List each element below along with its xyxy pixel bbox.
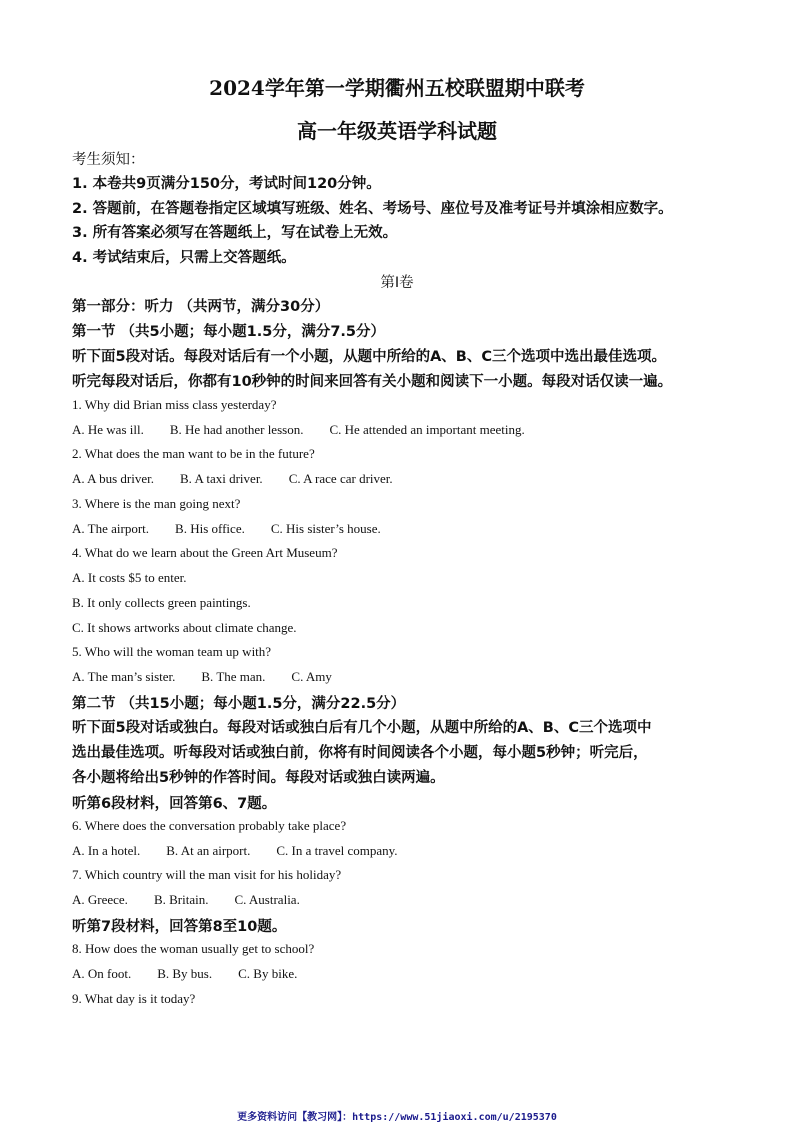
question-1-options: [72, 422, 551, 438]
section1-instruction-2: 听完每段对话后，你都有10秒钟的时间来回答有关小题和阅读下一小题。每段对话仅读一遍。: [72, 374, 673, 390]
section2-instruction-2: 选出最佳选项。听每段对话或独白前，你将有时间阅读各个小题，每小题5秒钟；听完后，: [72, 745, 648, 761]
option-a: A. The man’s sister.: [72, 669, 176, 684]
option-a: A. Greece.: [72, 892, 128, 907]
question-8-options: [72, 966, 323, 982]
question-7-options: [72, 892, 326, 908]
question-2-options: [72, 471, 419, 487]
option-c: C. Australia.: [234, 892, 300, 907]
option-c: C. Amy: [291, 669, 332, 684]
question-1-stem: 1. Why did Brian miss class yesterday?: [72, 397, 277, 412]
option-c: C. In a travel company.: [276, 843, 398, 858]
notice-item-3: 3. 所有答案必须写在答题纸上，写在试卷上无效。: [72, 225, 398, 241]
option-a: A. On foot.: [72, 966, 132, 981]
exam-subtitle: 高一年级英语学科试题: [297, 119, 497, 143]
question-4-option-a: A. It costs $5 to enter.: [72, 570, 187, 585]
option-a: A. The airport.: [72, 521, 150, 536]
section2-heading: 第二节 （共15小题；每小题1.5分，满分22.5分）: [72, 696, 406, 712]
exam-title: 2024学年第一学期衢州五校联盟期中联考: [209, 76, 585, 100]
question-3-options: [72, 521, 407, 537]
question-4-option-c: C. It shows artworks about climate change.: [72, 620, 297, 635]
question-6-stem: 6. Where does the conversation probably take place?: [72, 818, 347, 833]
question-7-stem: 7. Which country will the man visit for his holiday?: [72, 867, 342, 882]
section2-instruction-1: 听下面5段对话或独白。每段对话或独白后有几个小题，从题中所给的A、B、C三个选项中: [72, 720, 652, 736]
question-4-option-b: B. It only collects green paintings.: [72, 595, 251, 610]
option-a: A. He was ill.: [72, 422, 144, 437]
question-2-stem: 2. What does the man want to be in the future?: [72, 446, 315, 461]
option-c: C. He attended an important meeting.: [329, 422, 525, 437]
option-a: A. A bus driver.: [72, 471, 154, 486]
notice-item-1: 1. 本卷共9页满分150分，考试时间120分钟。: [72, 176, 381, 192]
option-b: B. A taxi driver.: [179, 471, 263, 486]
material-6-heading: 听第6段材料，回答第6、7题。: [72, 796, 277, 812]
footer-link[interactable]: 更多资料访问【教习网】：https://www.51jiaoxi.com/u/2195370: [237, 1112, 557, 1123]
question-4-stem: 4. What do we learn about the Green Art Museum?: [72, 545, 338, 560]
option-c: C. His sister’s house.: [270, 521, 381, 536]
option-c: C. A race car driver.: [288, 471, 393, 486]
volume-label: 第Ⅰ卷: [380, 275, 414, 291]
option-b: B. At an airport.: [166, 843, 251, 858]
option-b: B. Britain.: [153, 892, 209, 907]
part1-heading: 第一部分：听力 （共两节，满分30分）: [72, 299, 330, 315]
question-9-stem: 9. What day is it today?: [72, 991, 196, 1006]
question-3-stem: 3. Where is the man going next?: [72, 496, 241, 511]
option-b: B. By bus.: [157, 966, 213, 981]
section1-instruction-1: 听下面5段对话。每段对话后有一个小题，从题中所给的A、B、C三个选项中选出最佳选项。: [72, 349, 667, 365]
question-8-stem: 8. How does the woman usually get to school?: [72, 941, 315, 956]
notice-item-2: 2. 答题前，在答题卷指定区域填写班级、姓名、考场号、座位号及准考证号并填涂相应数字。: [72, 201, 673, 217]
option-a: A. In a hotel.: [72, 843, 141, 858]
question-5-options: [72, 669, 358, 685]
question-6-options: [72, 843, 424, 859]
notice-heading: 考生须知：: [72, 152, 145, 168]
material-7-heading: 听第7段材料，回答第8至10题。: [72, 919, 287, 935]
section1-heading: 第一节 （共5小题；每小题1.5分，满分7.5分）: [72, 324, 386, 340]
section2-instruction-3: 各小题将给出5秒钟的作答时间。每段对话或独白读两遍。: [72, 770, 445, 786]
option-b: B. The man.: [201, 669, 266, 684]
question-5-stem: 5. Who will the woman team up with?: [72, 644, 272, 659]
notice-item-4: 4. 考试结束后，只需上交答题纸。: [72, 250, 296, 266]
option-c: C. By bike.: [238, 966, 298, 981]
option-b: B. He had another lesson.: [169, 422, 304, 437]
option-b: B. His office.: [175, 521, 245, 536]
